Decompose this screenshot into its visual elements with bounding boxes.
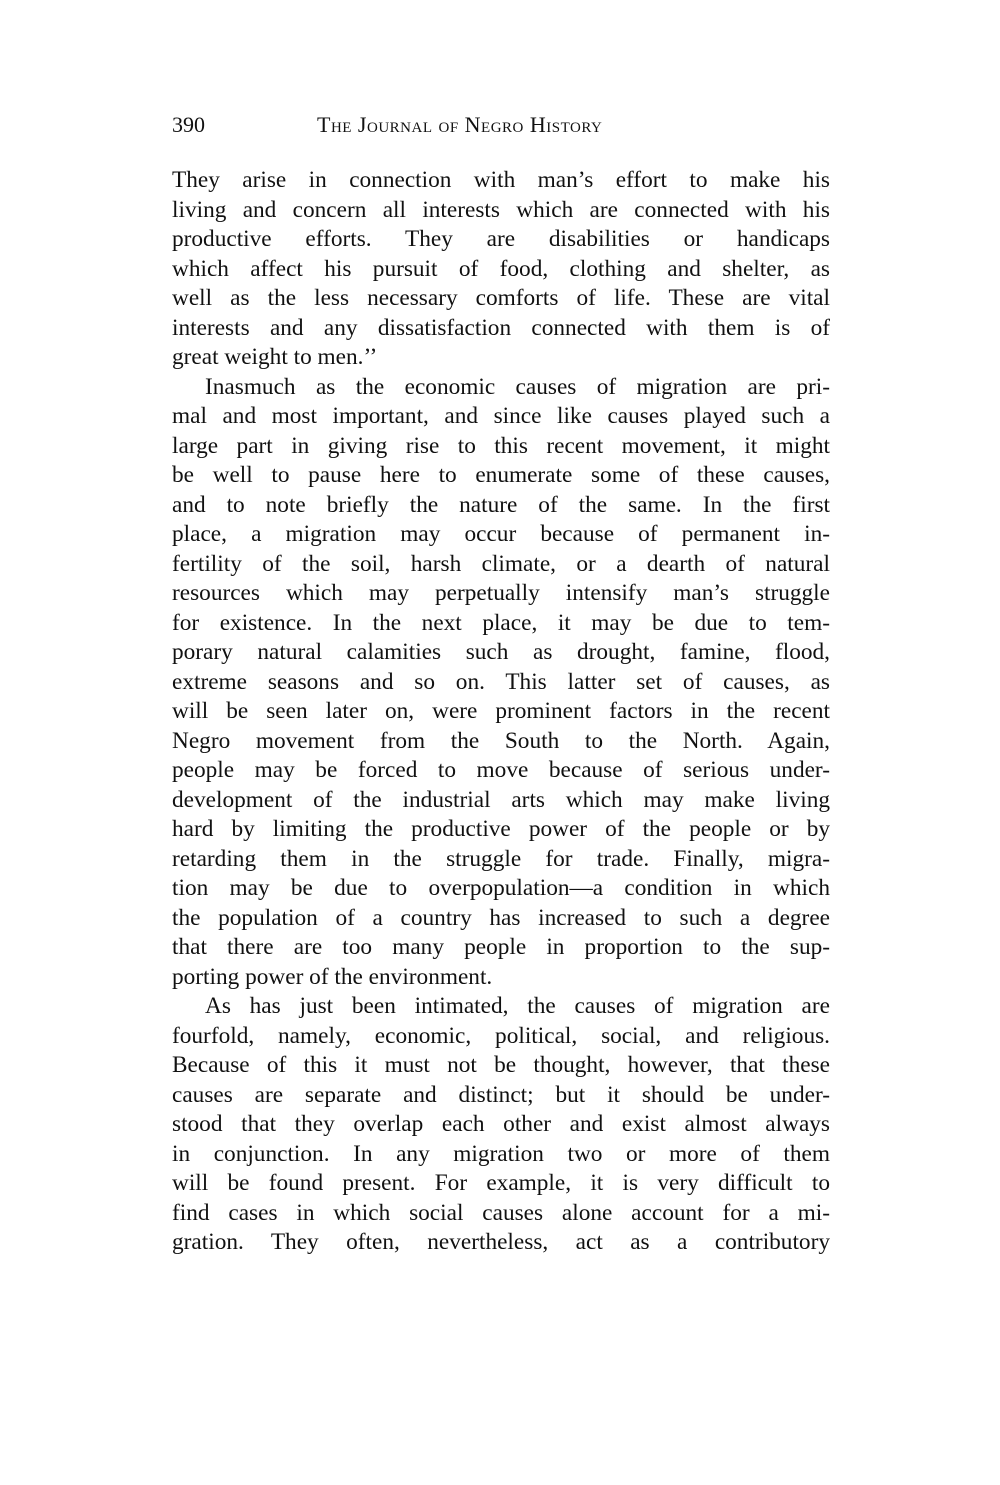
text-line: the population of a country has increased to such a degree [172,904,830,931]
paragraph-3 [172,992,830,1258]
page-number: 390 [172,112,205,137]
text-line: mal and most important, and since like causes played such a [172,403,830,429]
text-line: be well to pause here to enumerate some of these causes, [172,462,830,488]
text-line: interests and any dissatisfaction connected with them is of [172,314,830,341]
text-line: resources which may perpetually intensify man’s struggle [172,580,830,606]
text-line: Negro movement from the South to the North. Again, [172,727,830,754]
text-line: fertility of the soil, harsh climate, or a dearth of natural [172,550,830,577]
text-line: will be seen later on, were prominent factors in the recent [172,698,830,724]
text-line: As has just been intimated, the causes of migration are [205,993,830,1019]
running-head [172,112,830,144]
text-line: retarding them in the struggle for trade. Finally, migra- [172,845,830,872]
text-line: porting power of the environment. [172,963,493,990]
text-line: large part in giving rise to this recent movement, it might [172,432,830,459]
text-line: extreme seasons and so on. This latter set of causes, as [172,668,830,695]
text-line: place, a migration may occur because of permanent in- [172,521,830,547]
paragraph-1 [172,166,830,373]
paragraph-2 [172,373,830,993]
text-line: stood that they overlap each other and exist almost always [172,1111,830,1137]
text-line: hard by limiting the productive power of the people or by [172,816,830,842]
text-line: They arise in connection with man’s effort to make his [172,167,830,193]
text-line: gration. They often, nevertheless, act as a contributory [172,1229,830,1255]
text-line: productive efforts. They are disabilities or handicaps [172,226,830,252]
text-line: porary natural calamities such as drought, famine, flood, [172,639,830,665]
text-line: causes are separate and distinct; but it should be under- [172,1081,830,1108]
text-line: Inasmuch as the economic causes of migration are pri- [205,373,830,400]
text-line: Because of this it must not be thought, however, that these [172,1052,830,1078]
text-line: living and concern all interests which are connected with his [172,196,830,223]
text-line: that there are too many people in proportion to the sup- [172,934,830,960]
text-line: will be found present. For example, it is very difficult to [172,1170,830,1196]
journal-title: The Journal of Negro History [317,112,603,137]
text-line: tion may be due to overpopulation—a condition in which [172,875,830,901]
text-line: in conjunction. In any migration two or more of them [172,1140,830,1167]
text-line: people may be forced to move because of serious under- [172,757,830,783]
text-line: find cases in which social causes alone account for a mi- [172,1199,830,1226]
text-line: fourfold, namely, economic, political, social, and religious. [172,1022,830,1049]
text-line: great weight to men.’’ [172,344,378,370]
body-text [172,166,830,1258]
text-line: and to note briefly the nature of the same. In the first [172,491,830,518]
text-line: well as the less necessary comforts of life. These are vital [172,285,830,311]
text-line: which affect his pursuit of food, clothing and shelter, as [172,255,830,282]
text-line: for existence. In the next place, it may be due to tem- [172,609,830,636]
text-line: development of the industrial arts which may make living [172,786,830,813]
